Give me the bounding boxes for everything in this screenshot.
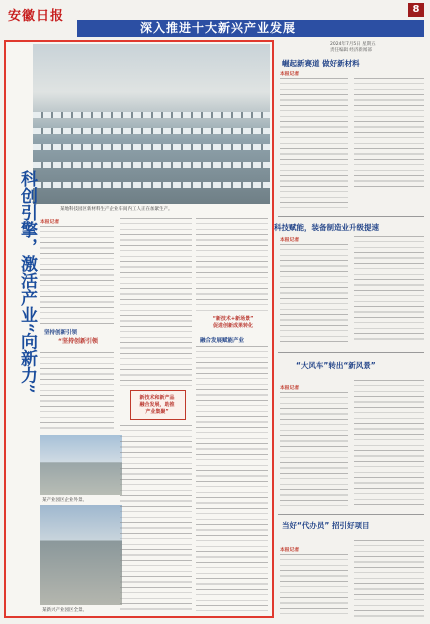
- pull-quote-1: “坚持创新引领: [58, 338, 98, 345]
- article-text-col-3b: [196, 346, 268, 611]
- article-title: 科创引擎，激活产业“向新力”: [17, 170, 37, 394]
- story-headline-1[interactable]: 崛起新赛道 做好新材料: [282, 59, 360, 68]
- photo-caption: 某地科技园区新材料生产企业车间内工人正在加紧生产。: [60, 207, 173, 212]
- article-text-col-2: [120, 218, 192, 388]
- story-headline-2[interactable]: 科技赋能，装备制造业升级提速: [274, 223, 379, 232]
- photo-caption-3: 某新兴产业园区全景。: [42, 608, 87, 613]
- story-3-text-b: [354, 380, 424, 506]
- building-photo: [40, 435, 122, 495]
- story-1-text-a: [280, 78, 348, 208]
- issue-editor: 责任编辑 经济新闻部: [330, 48, 372, 53]
- story-byline-4: 本报记者: [280, 548, 300, 553]
- subhead-2: 融合发展赋能产业: [200, 338, 245, 344]
- masthead-logo: 安徽日报: [8, 9, 65, 24]
- story-byline-2: 本报记者: [280, 238, 300, 243]
- story-byline-1: 本报记者: [280, 72, 300, 77]
- article-text-col-1: [40, 226, 114, 326]
- issue-date: 2024年7月5日 星期五: [330, 42, 376, 47]
- story-headline-3[interactable]: “大风车”转出“新风景”: [296, 361, 376, 370]
- story-divider-1: [278, 216, 424, 217]
- story-divider-3: [278, 514, 424, 515]
- article-byline: 本报记者: [40, 220, 60, 225]
- story-2-text-a: [280, 244, 348, 344]
- story-1-text-b: [354, 78, 424, 188]
- industrial-park-photo: [40, 505, 122, 605]
- article-text-col-2b: [120, 425, 192, 610]
- page-number: 8: [408, 3, 424, 17]
- callout-text: 新技术和新产品 融合发展，助推 产业集聚”: [139, 395, 175, 415]
- factory-photo: [33, 44, 270, 204]
- story-headline-4[interactable]: 当好“代办员” 招引好项目: [282, 521, 370, 530]
- story-divider-2: [278, 352, 424, 353]
- section-banner-title: 深入推进十大新兴产业发展: [140, 21, 297, 35]
- story-4-text-b: [354, 540, 424, 618]
- story-3-text-a: [280, 392, 348, 507]
- article-text-col-1b: [40, 352, 114, 432]
- article-text-col-3: [196, 218, 268, 313]
- story-4-text-a: [280, 554, 348, 618]
- story-byline-3: 本报记者: [280, 386, 300, 391]
- subhead-1: 坚持创新引领: [44, 330, 78, 336]
- callout-text-2: “新技术+新场景” 促进创新成果转化: [212, 316, 254, 329]
- story-2-text-b: [354, 236, 424, 344]
- photo-caption-2: 某产业园区企业外景。: [42, 498, 87, 503]
